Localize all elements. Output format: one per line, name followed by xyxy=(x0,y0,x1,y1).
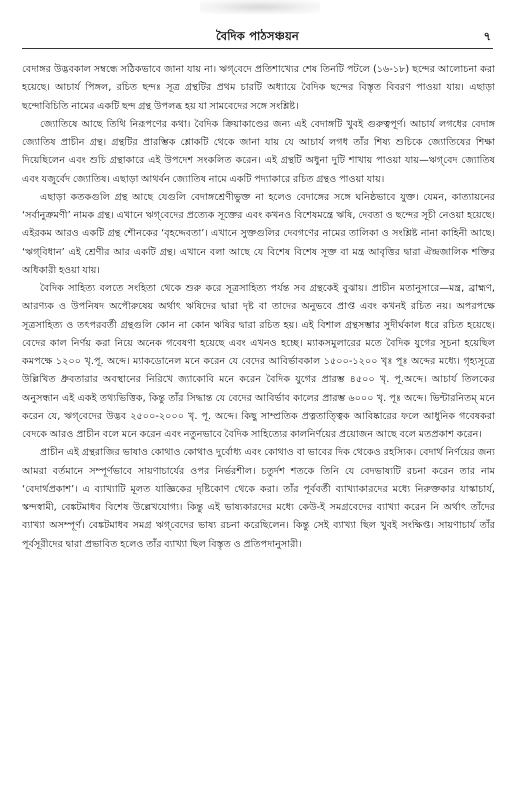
paragraph: প্রাচীন এই গ্রন্থরাজির ভাষাও কোথাও কোথাও দুর্বোধ্য এবং কোথাও বা ভাবের দিক থেকেও রহস্যিক। বেদার্থ নির্ণয়ের জন্য আমরা বর্তমানে সম্পূর্ণভাবে সায়ণাচার্যের ওপর নির্ভরশীল। চতুর্দশ শতকে তিনি যে বেদভাষ্যটি রচনা করেন তার নাম ‘বেদার্থপ্রকাশ’। এ ব্যাখ্যাটি মূলত যাজ্ঞিকের দৃষ্টিকোণ থেকে করা। তাঁর পূর্ববর্তী ব্যাখ্যাকারদের মধ্যে নিরুক্তকার যাস্কাচার্য, স্কন্দস্বামী, বেঙ্কটমাধব বিশেষ উল্লেখযোগ্য। কিন্তু এই ভাষ্যকারদের মধ্যে কেউ-ই সমগ্রবেদের ব্যাখ্যা করেন নি অর্থাৎ তাঁদের ব্যাখ্যা অসম্পূর্ণ। বেঙ্কটমাধব সমগ্র ঋগ্‌বেদের ভাষ্য রচনা করেছিলেন। কিন্তু সেই ব্যাখ্যা ছিল খুবই সংক্ষিপ্ত। সায়ণাচার্য তাঁর পূর্বসূরীদের দ্বারা প্রভাবিত হলেও তাঁর ব্যাখ্যা ছিল বিস্তৃত ও প্রতিপদানুসারী। xyxy=(22,447,495,550)
scan-artifact xyxy=(200,0,320,14)
paragraph: বৈদিক সাহিত্য বলতে সংহিতা থেকে শুরু করে সূত্রসাহিত্য পর্যন্ত সব গ্রন্থকেই বুঝায়। প্রাচীন মতানুসারে—মন্ত্র, ব্রাহ্মণ, আরণ্যক ও উপনিষদ অপৌরুষেয় অর্থাৎ ঋষিদের দ্বারা দৃষ্ট বা তাদের অনুভবে প্রাপ্ত এবং কখনই রচিত নয়। অপরপক্ষে সূত্রসাহিত্য ও তৎপরবর্তী গ্রন্থগুলি কোন না কোন ঋষির দ্বারা রচিত হয়। এই বিশাল গ্রন্থসম্ভার সুদীর্ঘকাল ধরে রচিত হয়েছে। বেদের কাল নির্ণয় করা নিয়ে অনেক গবেষণা হয়েছে এবং এখনও হচ্ছে। ম্যাকসমুলারের মতে বৈদিক যুগের সূচনা হয়েছিল কমপক্ষে ১২০০ খৃ.পূ. অব্দে। ম্যাকডোনেল মনে করেন যে বেদের আবির্ভাবকাল ১৫০০-১২০০ খৃঃ পূঃ অব্দের মধ্যে। গৃহ্যসূত্রে উল্লিখিত ধ্রুবতারার অবস্থানের নিরিখে জ্যাকোবি মনে করেন বৈদিক যুগের প্রারম্ভ ৪৫০০ খৃ. পূ.অব্দে। আচার্য তিলকের অনুসন্ধান এই একই তথ্যভিত্তিক, কিন্তু তাঁর সিদ্ধান্ত যে বেদের আবির্ভাব কালের প্রারম্ভ ৬০০০ খৃ. পূঃ অব্দে। ভিন্টারনিতম্‌ মনে করেন যে, ঋগ্‌বেদের উদ্ভব ২৫০০-২০০০ খৃ. পূ. অব্দে। কিছু সাম্প্রতিক প্রত্নতাত্ত্বিক আবিষ্কারের ফলে আধুনিক গবেষকরা বেদকে আরও প্রাচীন বলে মনে করেন এবং নতুনভাবে বৈদিক সাহিত্যের কালনির্ণয়ের প্রয়োজন আছে বলে মতপ্রকাশ করেন। xyxy=(22,283,495,440)
paragraph: এছাড়া কতকগুলি গ্রন্থ আছে যেগুলি বেদাঙ্গশ্রেণীভুক্ত না হলেও বেদাঙ্গের সঙ্গে ঘনিষ্ঠভাবে যুক্ত। যেমন, কাত্যায়নের ‘সর্বানুক্রমণী’ নামক গ্রন্থ। এখানে ঋগ্‌বেদের প্রত্যেক সূক্তের এবং কখনও বিশেষমন্ত্রে ঋষি, দেবতা ও ছন্দের সূচী নেওয়া হয়েছে। এইরকম আরও একটি গ্রন্থ শৌনকের ‘বৃহদ্দেবতা’। এখানে সুক্তগুলির দেবগণের নামের তালিকা ও সংশ্লিষ্ট নানা কাহিনী আছে। ‘ঋগ্‌বিধান’ এই শ্রেণীর আর একটি গ্রন্থ। এখানে বলা আছে যে বিশেষ বিশেষ সূক্ত বা মন্ত্র আবৃত্তির দ্বারা ঐন্দ্রজালিক শক্তির অধিকারী হওয়া যায়। xyxy=(22,191,495,276)
page-body xyxy=(22,61,495,791)
paragraph: জ্যোতিষে আছে তিথি নিরূপণের কথা। বৈদিক ক্রিয়াকাণ্ডের জন্য এই বেদাঙ্গটি খুবই গুরুত্বপূর্ণ। আচার্য লগধের বেদাঙ্গ জ্যোতিষ প্রাচীন গ্রন্থ। গ্রন্থটির প্রারম্ভিক শ্লোকটি থেকে জানা যায় যে আচার্য লগধ তাঁর শিষ্য শুচিকে জ্যোতিষের শিক্ষা দিয়েছিলেন এবং শুচি গ্রন্থাকারে এই উপদেশ সংকলিত করেন। এই গ্রন্থটি অধুনা দুটি শাখায় পাওয়া যায়—ঋগ্‌বেদ জ্যোতিষ এবং যজুর্বেদ জ্যোতিষ। এছাড়া আথর্বন জ্যোতিষ নামে একটি পদ্যাকারে রচিত গ্রন্থও পাওয়া যায়। xyxy=(22,118,495,185)
paragraph: বেদাঙ্গর উদ্ভবকাল সম্বন্ধে সঠিকভাবে জানা যায় না। ঋগ্‌বেদে প্রতিশাখ্যের শেষ তিনটি পটলে (১৬-১৮) ছন্দের আলোচনা করা হয়েছে। আচার্য পিঙ্গল, রচিত ছন্দঃ সূত্র গ্রন্থটির প্রথম চারটি অধ্যায়ে বৈদিক ছন্দের বিস্তৃত বিবরণ পাওয়া যায়। এছাড়া ছন্দোবিচিতি নামের একটি ছন্দ গ্রন্থ উপলব্ধ হয় যা সামবেদের সঙ্গে সংশ্লিষ্ট। xyxy=(22,64,495,112)
book-title: বৈদিক পাঠসঞ্চয়ন xyxy=(215,29,299,43)
running-header xyxy=(22,24,493,49)
page-number: ৭ xyxy=(483,29,491,43)
